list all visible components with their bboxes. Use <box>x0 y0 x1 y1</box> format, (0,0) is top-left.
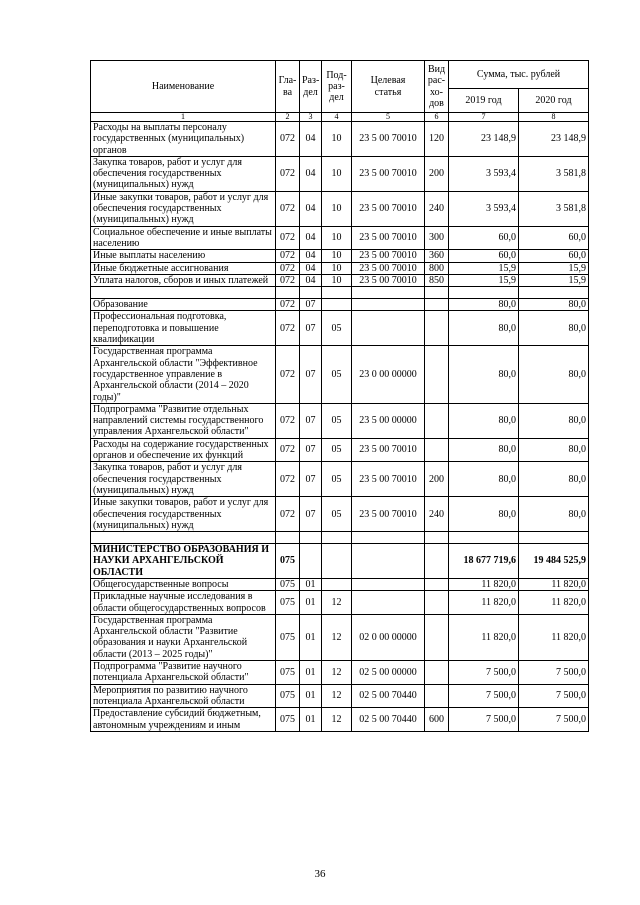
cell-glava: 072 <box>276 403 300 438</box>
cell-vid <box>425 544 449 579</box>
cell-name: Государственная программа Архангельской области "Эффективное государственное управление в Архангельской области (2014 – 2020 годы)" <box>91 346 276 403</box>
table-row <box>91 274 589 286</box>
cell-2020: 60,0 <box>519 250 589 262</box>
page-number: 36 <box>314 868 326 880</box>
cell-glava: 072 <box>276 497 300 532</box>
cell-razdel: 04 <box>300 262 322 274</box>
cell-razdel <box>300 544 322 579</box>
cell-2019: 80,0 <box>449 438 519 462</box>
cell-celevaya: 23 5 00 70010 <box>352 226 425 250</box>
cell-vid: 850 <box>425 274 449 286</box>
cell-razdel: 04 <box>300 156 322 191</box>
header-summa: Сумма, тыс. рублей <box>449 61 589 89</box>
cell-glava: 072 <box>276 122 300 157</box>
cell-name: Иные закупки товаров, работ и услуг для обеспечения государственных (муниципальных) нужд <box>91 191 276 226</box>
cell-razdel: 01 <box>300 684 322 708</box>
cell-name: Расходы на содержание государственных органов и обеспечение их функций <box>91 438 276 462</box>
cell-podrazdel <box>322 299 352 311</box>
cell-podrazdel: 12 <box>322 591 352 615</box>
cell-vid: 240 <box>425 191 449 226</box>
cell-2020: 23 148,9 <box>519 122 589 157</box>
cell-name: Иные закупки товаров, работ и услуг для обеспечения государственных (муниципальных) нужд <box>91 497 276 532</box>
table-row <box>91 191 589 226</box>
cell-2019: 3 593,4 <box>449 156 519 191</box>
cell-name: Прикладные научные исследования в области общегосударственных вопросов <box>91 591 276 615</box>
cell-vid: 300 <box>425 226 449 250</box>
cell-podrazdel: 05 <box>322 462 352 497</box>
table-row <box>91 544 589 579</box>
cell-name: Закупка товаров, работ и услуг для обеспечения государственных (муниципальных) нужд <box>91 156 276 191</box>
cell-vid: 200 <box>425 156 449 191</box>
cell-razdel: 01 <box>300 591 322 615</box>
cell-glava: 075 <box>276 614 300 660</box>
cell-2020: 80,0 <box>519 497 589 532</box>
header-razdel: Раз- дел <box>300 61 322 113</box>
cell-razdel <box>300 287 322 299</box>
cell-podrazdel: 10 <box>322 274 352 286</box>
table-row <box>91 708 589 732</box>
cell-celevaya: 23 5 00 70010 <box>352 274 425 286</box>
cell-2019 <box>449 287 519 299</box>
cell-podrazdel: 12 <box>322 614 352 660</box>
column-number-6: 6 <box>425 113 449 122</box>
cell-podrazdel: 12 <box>322 661 352 685</box>
cell-celevaya <box>352 578 425 590</box>
cell-podrazdel <box>322 287 352 299</box>
cell-glava: 075 <box>276 684 300 708</box>
cell-name: Расходы на выплаты персоналу государственных (муниципальных) органов <box>91 122 276 157</box>
cell-2020: 3 581,8 <box>519 156 589 191</box>
cell-razdel: 01 <box>300 614 322 660</box>
cell-2020: 15,9 <box>519 274 589 286</box>
cell-vid <box>425 591 449 615</box>
column-number-3: 3 <box>300 113 322 122</box>
cell-podrazdel: 10 <box>322 226 352 250</box>
cell-vid <box>425 438 449 462</box>
cell-2020: 11 820,0 <box>519 614 589 660</box>
header-celevaya: Целевая статья <box>352 61 425 113</box>
table-row <box>91 156 589 191</box>
cell-vid <box>425 684 449 708</box>
cell-vid: 200 <box>425 462 449 497</box>
cell-name: Подпрограмма "Развитие научного потенциала Архангельской области" <box>91 661 276 685</box>
cell-vid <box>425 287 449 299</box>
cell-2020: 15,9 <box>519 262 589 274</box>
cell-razdel: 01 <box>300 661 322 685</box>
cell-celevaya: 23 5 00 70010 <box>352 156 425 191</box>
cell-celevaya: 23 5 00 70010 <box>352 262 425 274</box>
cell-vid: 360 <box>425 250 449 262</box>
cell-2019: 80,0 <box>449 403 519 438</box>
table-row <box>91 299 589 311</box>
cell-2019: 15,9 <box>449 262 519 274</box>
cell-2019: 80,0 <box>449 346 519 403</box>
cell-2019: 11 820,0 <box>449 591 519 615</box>
cell-2019: 23 148,9 <box>449 122 519 157</box>
cell-2020: 7 500,0 <box>519 684 589 708</box>
cell-vid <box>425 299 449 311</box>
cell-name: Иные бюджетные ассигнования <box>91 262 276 274</box>
cell-celevaya <box>352 591 425 615</box>
cell-name: Закупка товаров, работ и услуг для обеспечения государственных (муниципальных) нужд <box>91 462 276 497</box>
cell-glava: 075 <box>276 578 300 590</box>
cell-celevaya: 23 0 00 00000 <box>352 346 425 403</box>
cell-vid: 120 <box>425 122 449 157</box>
cell-podrazdel: 05 <box>322 346 352 403</box>
cell-vid: 600 <box>425 708 449 732</box>
table-row <box>91 122 589 157</box>
cell-podrazdel <box>322 578 352 590</box>
cell-2020: 7 500,0 <box>519 661 589 685</box>
cell-razdel: 04 <box>300 274 322 286</box>
cell-glava: 072 <box>276 462 300 497</box>
table-row <box>91 250 589 262</box>
column-number-8: 8 <box>519 113 589 122</box>
cell-name <box>91 287 276 299</box>
cell-glava: 072 <box>276 299 300 311</box>
cell-2019: 15,9 <box>449 274 519 286</box>
cell-2020: 80,0 <box>519 299 589 311</box>
cell-2019: 11 820,0 <box>449 578 519 590</box>
table-body <box>91 122 589 732</box>
cell-2019: 7 500,0 <box>449 684 519 708</box>
cell-name: Государственная программа Архангельской области "Развитие образования и науки Архангельской области (2013 – 2025 годы)" <box>91 614 276 660</box>
cell-name: Подпрограмма "Развитие отдельных направлений системы государственного управления Архангельской области" <box>91 403 276 438</box>
cell-podrazdel: 10 <box>322 156 352 191</box>
cell-celevaya: 23 5 00 70010 <box>352 462 425 497</box>
cell-podrazdel: 12 <box>322 684 352 708</box>
cell-razdel: 04 <box>300 122 322 157</box>
cell-podrazdel: 10 <box>322 250 352 262</box>
cell-celevaya <box>352 532 425 544</box>
cell-glava: 072 <box>276 311 300 346</box>
cell-2019: 18 677 719,6 <box>449 544 519 579</box>
table-row <box>91 462 589 497</box>
cell-podrazdel: 10 <box>322 122 352 157</box>
cell-name: МИНИСТЕРСТВО ОБРАЗОВАНИЯ И НАУКИ АРХАНГЕЛЬСКОЙ ОБЛАСТИ <box>91 544 276 579</box>
cell-2019: 11 820,0 <box>449 614 519 660</box>
cell-celevaya: 23 5 00 70010 <box>352 497 425 532</box>
cell-2019: 80,0 <box>449 299 519 311</box>
cell-2020: 11 820,0 <box>519 591 589 615</box>
cell-vid: 240 <box>425 497 449 532</box>
column-number-1: 1 <box>91 113 276 122</box>
cell-razdel: 01 <box>300 578 322 590</box>
cell-glava: 075 <box>276 661 300 685</box>
table-row <box>91 532 589 544</box>
cell-vid <box>425 614 449 660</box>
cell-name: Образование <box>91 299 276 311</box>
cell-vid <box>425 403 449 438</box>
cell-2020: 80,0 <box>519 403 589 438</box>
table-row <box>91 403 589 438</box>
cell-podrazdel: 05 <box>322 403 352 438</box>
cell-podrazdel: 05 <box>322 438 352 462</box>
cell-2020 <box>519 287 589 299</box>
cell-celevaya: 23 5 00 70010 <box>352 250 425 262</box>
cell-name <box>91 532 276 544</box>
cell-2019: 7 500,0 <box>449 708 519 732</box>
cell-celevaya: 23 5 00 70010 <box>352 191 425 226</box>
cell-celevaya: 02 5 00 00000 <box>352 661 425 685</box>
header-vid: Вид рас- хо- дов <box>425 61 449 113</box>
header-podrazdel: Под- раз- дел <box>322 61 352 113</box>
cell-2020: 11 820,0 <box>519 578 589 590</box>
cell-name: Профессиональная подготовка, переподготовка и повышение квалификации <box>91 311 276 346</box>
cell-razdel: 04 <box>300 191 322 226</box>
table-row <box>91 614 589 660</box>
cell-razdel: 04 <box>300 250 322 262</box>
cell-podrazdel: 10 <box>322 191 352 226</box>
cell-glava: 072 <box>276 438 300 462</box>
cell-2020: 80,0 <box>519 462 589 497</box>
cell-2020: 3 581,8 <box>519 191 589 226</box>
cell-glava: 072 <box>276 156 300 191</box>
cell-2020: 7 500,0 <box>519 708 589 732</box>
cell-celevaya: 23 5 00 70010 <box>352 438 425 462</box>
cell-name: Предоставление субсидий бюджетным, автономным учреждениям и иным <box>91 708 276 732</box>
cell-vid <box>425 661 449 685</box>
cell-vid <box>425 346 449 403</box>
cell-2019: 7 500,0 <box>449 661 519 685</box>
cell-razdel <box>300 532 322 544</box>
column-number-4: 4 <box>322 113 352 122</box>
cell-glava: 072 <box>276 274 300 286</box>
header-glava: Гла- ва <box>276 61 300 113</box>
cell-razdel: 07 <box>300 403 322 438</box>
cell-2020: 60,0 <box>519 226 589 250</box>
cell-razdel: 01 <box>300 708 322 732</box>
table-row <box>91 226 589 250</box>
table-row <box>91 438 589 462</box>
table-row <box>91 497 589 532</box>
cell-razdel: 07 <box>300 299 322 311</box>
cell-glava: 072 <box>276 226 300 250</box>
table-row <box>91 311 589 346</box>
cell-glava: 072 <box>276 262 300 274</box>
table-row <box>91 287 589 299</box>
cell-vid <box>425 578 449 590</box>
cell-name: Общегосударственные вопросы <box>91 578 276 590</box>
cell-podrazdel: 05 <box>322 311 352 346</box>
cell-2019: 60,0 <box>449 250 519 262</box>
table-row <box>91 591 589 615</box>
cell-celevaya: 23 5 00 00000 <box>352 403 425 438</box>
cell-podrazdel <box>322 532 352 544</box>
cell-vid <box>425 532 449 544</box>
table-row <box>91 578 589 590</box>
cell-vid <box>425 311 449 346</box>
table-row <box>91 661 589 685</box>
cell-razdel: 07 <box>300 497 322 532</box>
cell-celevaya <box>352 311 425 346</box>
cell-razdel: 07 <box>300 438 322 462</box>
cell-name: Мероприятия по развитию научного потенциала Архангельской области <box>91 684 276 708</box>
cell-2019: 80,0 <box>449 497 519 532</box>
column-number-7: 7 <box>449 113 519 122</box>
cell-2019: 3 593,4 <box>449 191 519 226</box>
cell-razdel: 07 <box>300 462 322 497</box>
table-row <box>91 262 589 274</box>
header-name: Наименование <box>91 61 276 113</box>
cell-glava: 075 <box>276 544 300 579</box>
cell-glava: 075 <box>276 708 300 732</box>
header-2020: 2020 год <box>519 89 589 113</box>
cell-2019 <box>449 532 519 544</box>
cell-razdel: 07 <box>300 311 322 346</box>
cell-celevaya: 02 0 00 00000 <box>352 614 425 660</box>
table-row <box>91 684 589 708</box>
budget-table <box>90 60 589 732</box>
cell-glava: 075 <box>276 591 300 615</box>
cell-podrazdel: 05 <box>322 497 352 532</box>
column-number-5: 5 <box>352 113 425 122</box>
cell-2019: 80,0 <box>449 311 519 346</box>
cell-2020: 19 484 525,9 <box>519 544 589 579</box>
cell-name: Уплата налогов, сборов и иных платежей <box>91 274 276 286</box>
cell-2020: 80,0 <box>519 311 589 346</box>
cell-vid: 800 <box>425 262 449 274</box>
cell-2020: 80,0 <box>519 438 589 462</box>
cell-razdel: 07 <box>300 346 322 403</box>
column-number-2: 2 <box>276 113 300 122</box>
cell-podrazdel: 12 <box>322 708 352 732</box>
cell-celevaya: 02 5 00 70440 <box>352 684 425 708</box>
cell-glava <box>276 287 300 299</box>
cell-name: Социальное обеспечение и иные выплаты населению <box>91 226 276 250</box>
cell-podrazdel: 10 <box>322 262 352 274</box>
cell-name: Иные выплаты населению <box>91 250 276 262</box>
header-2019: 2019 год <box>449 89 519 113</box>
cell-celevaya <box>352 287 425 299</box>
cell-razdel: 04 <box>300 226 322 250</box>
cell-2019: 80,0 <box>449 462 519 497</box>
cell-celevaya <box>352 299 425 311</box>
cell-2020: 80,0 <box>519 346 589 403</box>
cell-celevaya <box>352 544 425 579</box>
cell-2019: 60,0 <box>449 226 519 250</box>
table-row <box>91 346 589 403</box>
cell-2020 <box>519 532 589 544</box>
cell-podrazdel <box>322 544 352 579</box>
cell-glava <box>276 532 300 544</box>
cell-glava: 072 <box>276 346 300 403</box>
cell-glava: 072 <box>276 250 300 262</box>
cell-celevaya: 02 5 00 70440 <box>352 708 425 732</box>
cell-celevaya: 23 5 00 70010 <box>352 122 425 157</box>
cell-glava: 072 <box>276 191 300 226</box>
